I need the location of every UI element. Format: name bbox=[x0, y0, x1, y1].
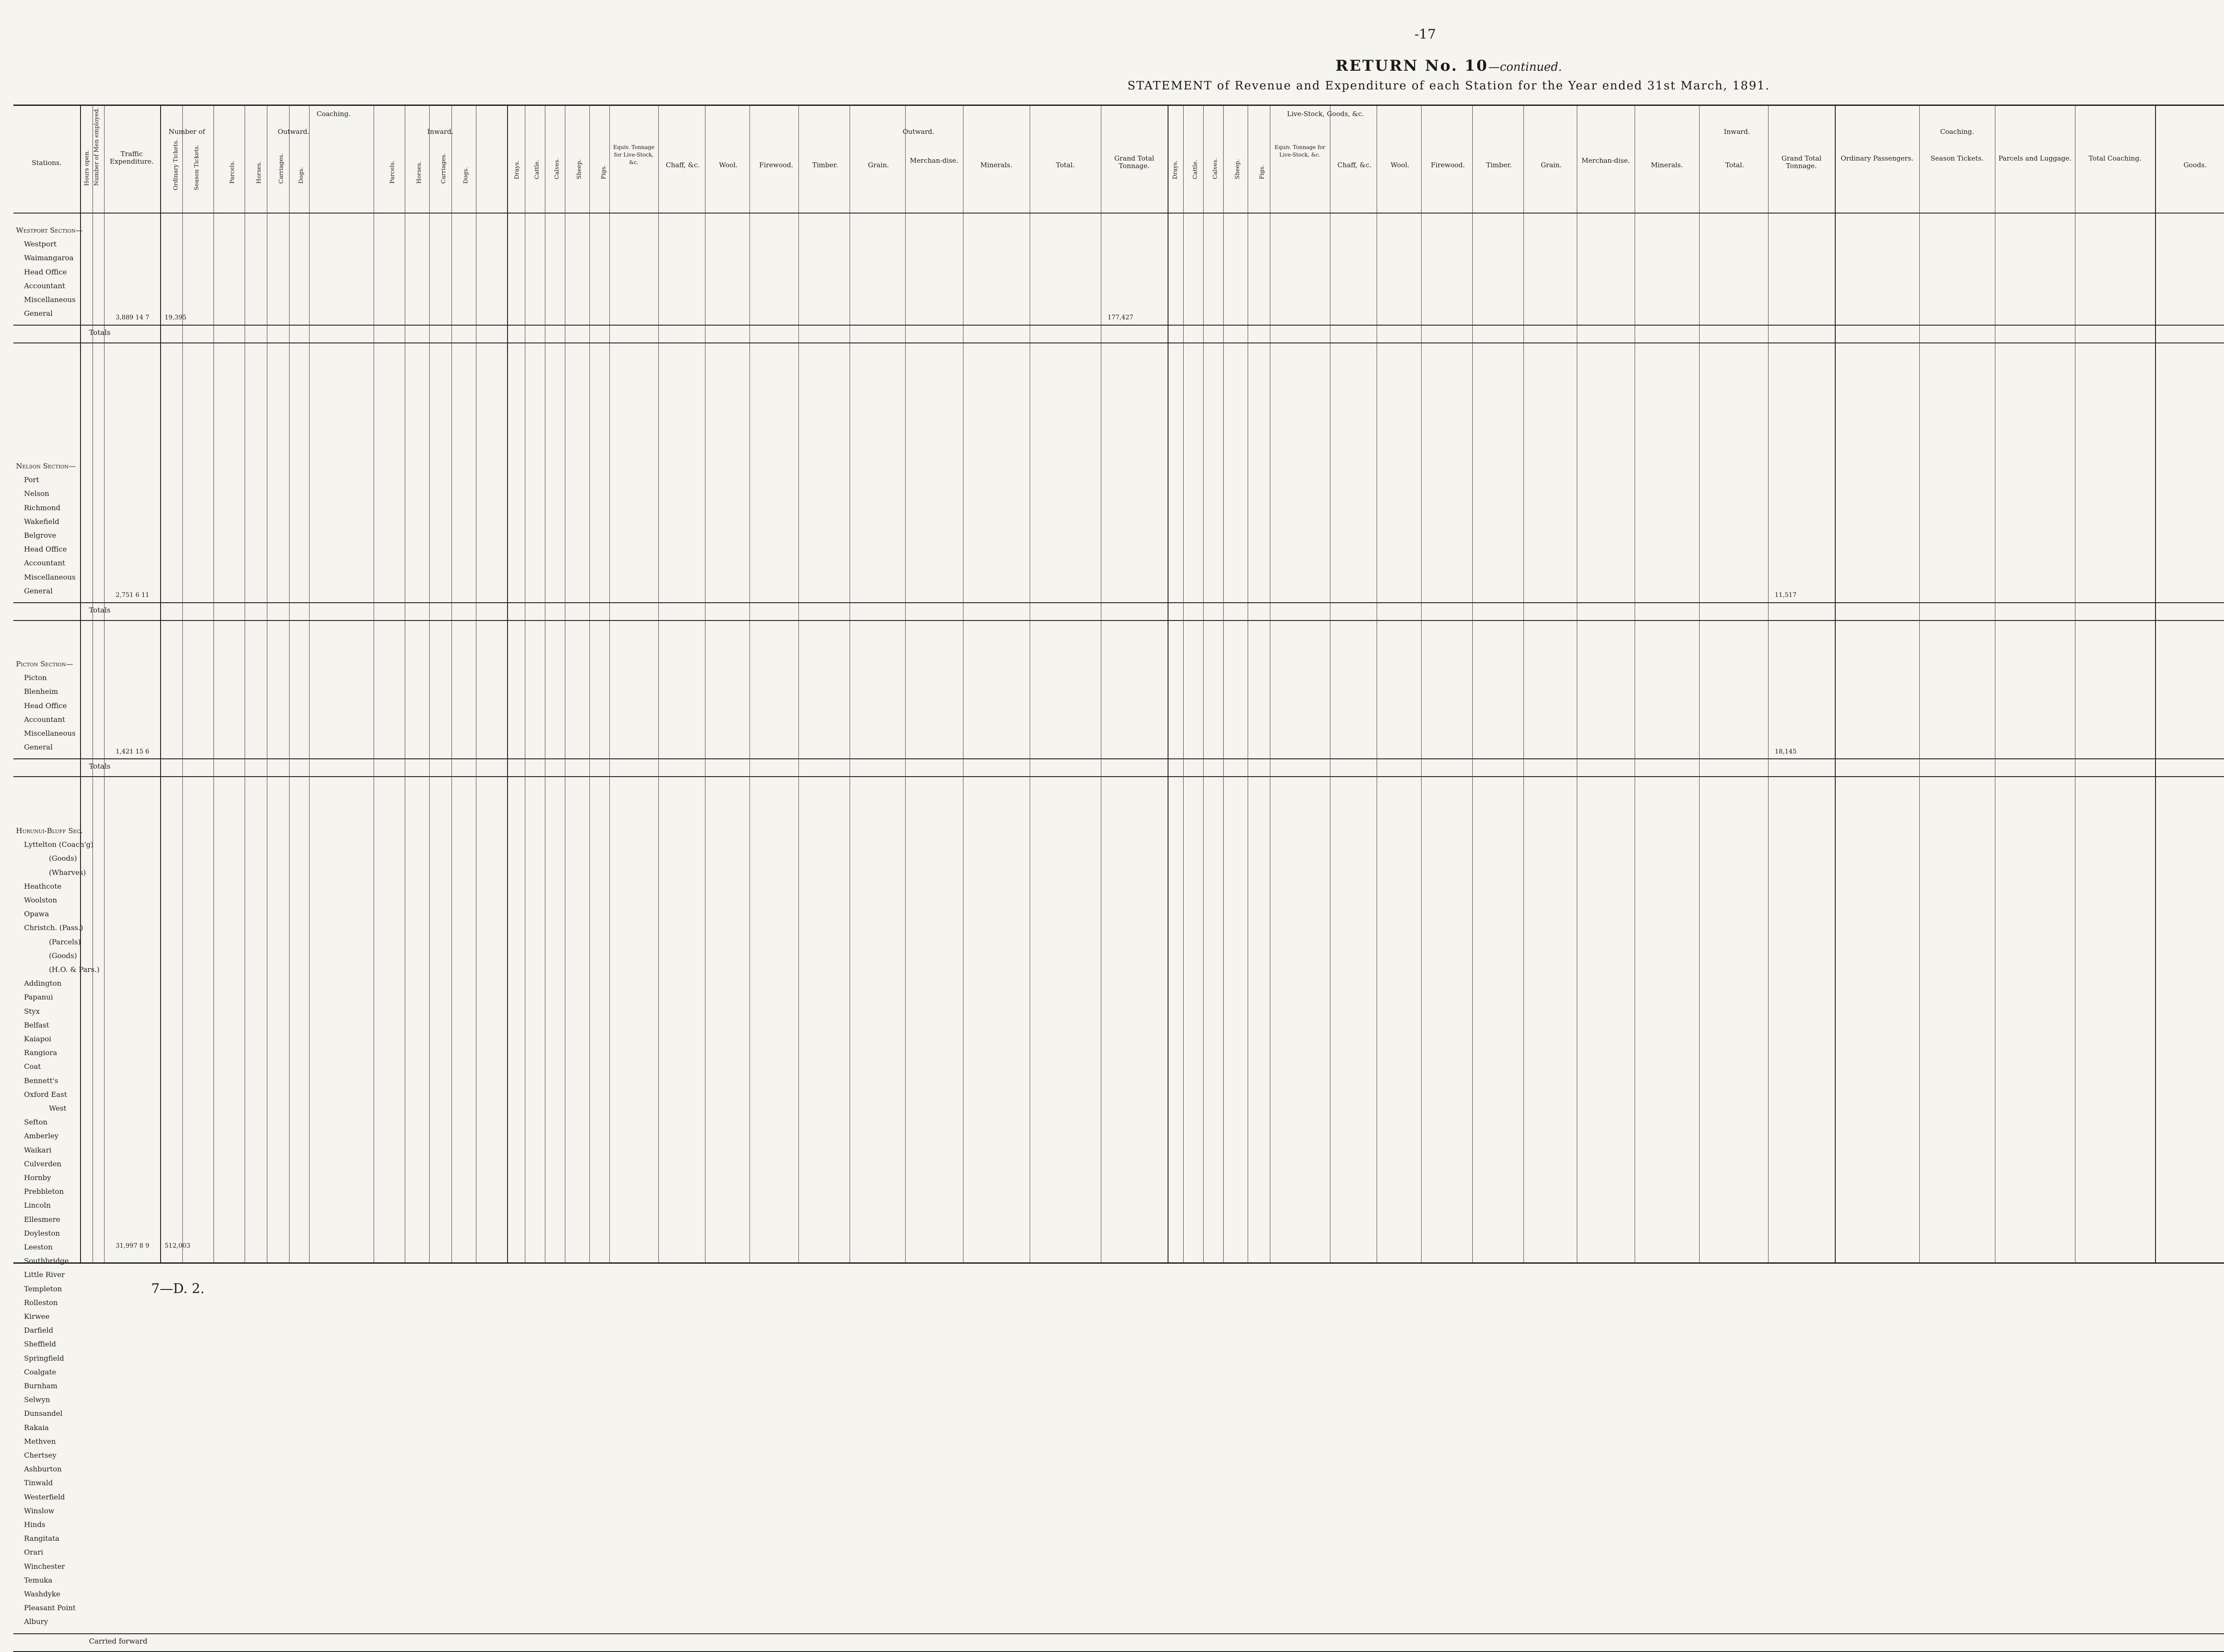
section-rule bbox=[13, 1651, 2224, 1652]
totals-value: 11,517 bbox=[1775, 592, 1797, 599]
col-livestock-goods: Live-Stock, Goods, &c. bbox=[1287, 110, 1364, 118]
station-name: Methven bbox=[24, 1437, 56, 1446]
station-name: Belfast bbox=[24, 1020, 49, 1029]
totals-value: 31,997 8 9 bbox=[116, 1242, 149, 1249]
station-name: Woolston bbox=[24, 896, 57, 904]
station-name: (H.O. & Pars.) bbox=[49, 965, 100, 974]
col-number-of: Number of bbox=[168, 128, 205, 136]
station-name: Head Office bbox=[24, 267, 67, 276]
station-name: Washdyke bbox=[24, 1590, 60, 1598]
station-name: Coalgate bbox=[24, 1367, 56, 1376]
col-in-carriages: Carriages. bbox=[440, 153, 447, 184]
header-rule bbox=[13, 213, 2224, 214]
column-rule bbox=[309, 106, 310, 1262]
station-name: Burnham bbox=[24, 1382, 58, 1390]
station-name: Rangiora bbox=[24, 1048, 57, 1057]
station-name: General bbox=[24, 586, 53, 595]
station-name: Belgrove bbox=[24, 531, 56, 540]
station-name: Springfield bbox=[24, 1354, 64, 1362]
col-out-chaff: Chaff, &c. bbox=[665, 161, 700, 169]
station-name: Winchester bbox=[24, 1562, 65, 1571]
column-rule bbox=[1472, 106, 1473, 1262]
col-rev-goods bbox=[2157, 128, 2224, 136]
column-rule bbox=[182, 106, 183, 1262]
column-rule bbox=[1523, 106, 1524, 1262]
station-name: Little River bbox=[24, 1270, 65, 1279]
col-in-grain: Grain. bbox=[1540, 161, 1562, 169]
col-in-drays: Drays. bbox=[1172, 160, 1179, 179]
station-name: Ashburton bbox=[24, 1465, 62, 1474]
section-rule bbox=[13, 620, 2224, 621]
totals-rule bbox=[13, 758, 2224, 759]
col-traffic-expenditure: Traffic Expenditure. bbox=[109, 150, 154, 165]
totals-value: 2,751 6 11 bbox=[116, 592, 149, 599]
column-rule bbox=[1223, 106, 1224, 1262]
station-name: (Wharves) bbox=[49, 868, 86, 877]
col-in-wool: Wool. bbox=[1390, 161, 1410, 169]
station-name: Picton bbox=[24, 673, 47, 682]
station-name: Blenheim bbox=[24, 687, 58, 696]
column-rule bbox=[1768, 106, 1769, 1262]
col-out-grain: Grain. bbox=[868, 161, 889, 169]
station-name: Hinds bbox=[24, 1520, 45, 1529]
col-in-equiv-tonnage: Equiv. Tonnage for Live-Stock, &c. bbox=[1274, 144, 1326, 158]
station-name: Waikari bbox=[24, 1145, 52, 1154]
station-name: Miscellaneous bbox=[24, 572, 76, 581]
station-name: Darfield bbox=[24, 1326, 53, 1335]
station-name: Doyleston bbox=[24, 1229, 60, 1237]
station-name: Nelson bbox=[24, 489, 49, 498]
column-rule bbox=[1421, 106, 1422, 1262]
totals-label: Totals bbox=[89, 606, 111, 614]
station-name: Accountant bbox=[24, 281, 65, 290]
station-name: Hornby bbox=[24, 1173, 51, 1182]
column-rule bbox=[1699, 106, 1700, 1262]
totals-label: Totals bbox=[89, 762, 111, 771]
col-coaching-outward: Outward. bbox=[278, 128, 310, 136]
station-name: Miscellaneous bbox=[24, 295, 76, 304]
totals-value: 18,145 bbox=[1775, 748, 1797, 755]
col-out-calves: Calves. bbox=[554, 158, 560, 179]
totals-rule bbox=[13, 1633, 2224, 1634]
col-revenue bbox=[2144, 110, 2224, 118]
station-name: Selwyn bbox=[24, 1395, 50, 1404]
totals-value: 512,003 bbox=[165, 1242, 190, 1249]
section-rule bbox=[13, 342, 2224, 343]
carried-forward-label: Carried forward bbox=[89, 1636, 148, 1645]
totals-value: 1,421 15 6 bbox=[116, 748, 149, 755]
station-name: Lincoln bbox=[24, 1201, 51, 1210]
station-name: Opawa bbox=[24, 910, 49, 919]
return-title-suffix: —continued. bbox=[1488, 60, 1562, 74]
col-coaching: Coaching. bbox=[316, 110, 351, 118]
column-rule bbox=[905, 106, 906, 1262]
section-heading: Nelson Section— bbox=[16, 462, 76, 470]
station-name: Albury bbox=[24, 1617, 48, 1626]
col-rev-season: Season Tickets. bbox=[1930, 154, 1984, 162]
col-out-wool: Wool. bbox=[719, 161, 738, 169]
col-goods-inward: Inward. bbox=[1724, 128, 1750, 136]
column-rule bbox=[589, 106, 590, 1262]
station-name: Chertsey bbox=[24, 1451, 56, 1459]
station-name: Bennett's bbox=[24, 1076, 58, 1085]
column-rule bbox=[1183, 106, 1184, 1262]
statement-subtitle: STATEMENT of Revenue and Expenditure of each Station for the Year ended 31st March, 1891. bbox=[1127, 79, 1770, 93]
station-name: Ellesmere bbox=[24, 1215, 60, 1224]
station-name: (Goods) bbox=[49, 951, 77, 960]
col-in-total: Total. bbox=[1725, 161, 1745, 169]
col-in-chaff: Chaff, &c. bbox=[1337, 161, 1372, 169]
station-name: Kaiapoi bbox=[24, 1035, 52, 1043]
station-name: Styx bbox=[24, 1007, 40, 1015]
col-in-dogs: Dogs. bbox=[463, 167, 469, 184]
station-name: Heathcote bbox=[24, 882, 62, 890]
station-name: Coat bbox=[24, 1062, 41, 1071]
col-season-tickets: Season Tickets. bbox=[193, 144, 200, 190]
column-rule bbox=[2155, 106, 2156, 1262]
col-out-grand-total: Grand Total Tonnage. bbox=[1114, 154, 1154, 170]
col-in-cattle: Cattle. bbox=[1192, 159, 1199, 179]
col-out-dogs: Dogs. bbox=[298, 167, 305, 184]
col-in-firewood: Firewood. bbox=[1430, 161, 1465, 169]
station-name: Orari bbox=[24, 1548, 44, 1557]
station-name: Papanui bbox=[24, 993, 53, 1002]
totals-label: Totals bbox=[89, 328, 111, 337]
column-rule bbox=[1919, 106, 1920, 1262]
column-rule bbox=[429, 106, 430, 1262]
col-in-sheep: Sheep. bbox=[1234, 159, 1241, 179]
station-name: Pleasant Point bbox=[24, 1604, 76, 1612]
station-name: Christch. (Pass.) bbox=[24, 923, 83, 932]
col-out-pigs: Pigs. bbox=[600, 165, 607, 179]
col-out-parcels: Parcels. bbox=[229, 160, 236, 184]
col-in-timber: Timber. bbox=[1486, 161, 1512, 169]
footer-reference: 7—D. 2. bbox=[151, 1281, 205, 1297]
column-rule bbox=[798, 106, 799, 1262]
station-name: Lyttelton (Coach'g) bbox=[24, 840, 94, 849]
return-title bbox=[0, 57, 2224, 75]
totals-rule bbox=[13, 325, 2224, 326]
column-rule bbox=[451, 106, 452, 1262]
col-out-total: Total. bbox=[1056, 161, 1075, 169]
station-name: Rakaia bbox=[24, 1423, 49, 1432]
station-name: Westerfield bbox=[24, 1492, 65, 1501]
col-out-drays: Drays. bbox=[514, 160, 520, 179]
col-out-cattle: Cattle. bbox=[534, 159, 540, 179]
station-name: Rolleston bbox=[24, 1298, 58, 1307]
column-rule bbox=[658, 106, 659, 1262]
col-goods-outward: Outward. bbox=[902, 128, 935, 136]
col-ordinary-tickets: Ordinary Tickets. bbox=[173, 139, 179, 190]
section-heading: Picton Section— bbox=[16, 660, 73, 668]
col-out-horses: Horses. bbox=[256, 161, 262, 184]
col-coaching-inward: Inward. bbox=[427, 128, 454, 136]
col-out-timber: Timber. bbox=[812, 161, 838, 169]
station-name: Addington bbox=[24, 979, 62, 988]
col-parcels-luggage: Parcels and Luggage. bbox=[1998, 154, 2072, 162]
station-name: Accountant bbox=[24, 715, 65, 724]
station-name: Miscellaneous bbox=[24, 729, 76, 737]
col-out-sheep: Sheep. bbox=[576, 159, 583, 179]
col-out-merchandise: Merchan-dise. bbox=[910, 157, 959, 165]
station-name: Head Office bbox=[24, 701, 67, 710]
col-in-minerals: Minerals. bbox=[1651, 161, 1683, 169]
station-name: Accountant bbox=[24, 559, 65, 568]
column-rule bbox=[507, 106, 508, 1262]
col-rev-coaching: Coaching. bbox=[1940, 128, 1974, 136]
station-name: West bbox=[49, 1104, 67, 1112]
return-title-text: RETURN No. 10 bbox=[1335, 57, 1488, 75]
station-name: Winslow bbox=[24, 1506, 55, 1515]
totals-rule bbox=[13, 602, 2224, 603]
station-name: Culverden bbox=[24, 1159, 61, 1168]
col-ordinary-passengers: Ordinary Passengers. bbox=[1841, 154, 1914, 162]
col-out-minerals: Minerals. bbox=[980, 161, 1013, 169]
station-name: Wakefield bbox=[24, 517, 60, 526]
column-rule bbox=[1835, 106, 1836, 1262]
section-heading: Westport Section— bbox=[16, 226, 83, 234]
column-rule bbox=[289, 106, 290, 1262]
station-name: Kirwee bbox=[24, 1312, 50, 1321]
station-name: Sheffield bbox=[24, 1340, 56, 1349]
totals-value: 19,395 bbox=[165, 314, 186, 321]
col-in-calves: Calves. bbox=[1212, 158, 1219, 179]
column-rule bbox=[80, 106, 81, 1262]
col-stations: Stations. bbox=[32, 159, 62, 167]
station-name: Southbridge bbox=[24, 1257, 69, 1265]
column-rule bbox=[104, 106, 105, 1262]
station-name: Templeton bbox=[24, 1284, 62, 1293]
station-name: Richmond bbox=[24, 503, 60, 512]
col-men-employed: Number of Men employed. bbox=[93, 107, 100, 186]
col-in-parcels: Parcels. bbox=[389, 160, 396, 184]
totals-value: 3,889 14 7 bbox=[116, 314, 149, 321]
station-name: General bbox=[24, 743, 53, 752]
station-name: Rangitata bbox=[24, 1534, 60, 1543]
station-name: Amberley bbox=[24, 1132, 59, 1140]
col-in-horses: Horses. bbox=[416, 161, 423, 184]
section-rule bbox=[13, 776, 2224, 777]
station-name: Port bbox=[24, 475, 39, 484]
col-in-pigs: Pigs. bbox=[1259, 165, 1265, 179]
station-name: (Parcels) bbox=[49, 937, 81, 946]
station-name: (Goods) bbox=[49, 854, 77, 863]
station-name: Temuka bbox=[24, 1575, 52, 1584]
page-number: -17 bbox=[1414, 27, 1436, 42]
column-rule bbox=[1203, 106, 1204, 1262]
col-out-carriages: Carriages. bbox=[278, 153, 285, 184]
col-hours-open: Hours open. bbox=[84, 150, 90, 186]
station-name: General bbox=[24, 309, 53, 318]
column-rule bbox=[749, 106, 750, 1262]
col-in-grand-total: Grand Total Tonnage. bbox=[1781, 154, 1821, 170]
station-name: Leeston bbox=[24, 1243, 53, 1251]
station-name: Sefton bbox=[24, 1118, 48, 1127]
station-name: Dunsandel bbox=[24, 1409, 63, 1418]
station-name: Waimangaroa bbox=[24, 254, 74, 262]
station-name: Oxford East bbox=[24, 1090, 67, 1099]
col-total-coaching: Total Coaching. bbox=[2088, 154, 2142, 162]
station-name: Prebbleton bbox=[24, 1187, 64, 1196]
col-out-firewood: Firewood. bbox=[759, 161, 794, 169]
col-goods-value: Goods. bbox=[2183, 161, 2207, 169]
station-name: Tinwald bbox=[24, 1479, 53, 1487]
col-in-merchandise: Merchan-dise. bbox=[1581, 157, 1630, 165]
column-rule bbox=[609, 106, 610, 1262]
station-name: Westport bbox=[24, 240, 57, 249]
totals-value: 177,427 bbox=[1108, 314, 1133, 321]
station-name: Head Office bbox=[24, 545, 67, 554]
col-out-equiv-tonnage: Equiv. Tonnage for Live-Stock, &c. bbox=[613, 144, 655, 165]
section-heading: Hurunui-Bluff Sec. bbox=[16, 826, 83, 835]
column-rule bbox=[160, 106, 161, 1262]
